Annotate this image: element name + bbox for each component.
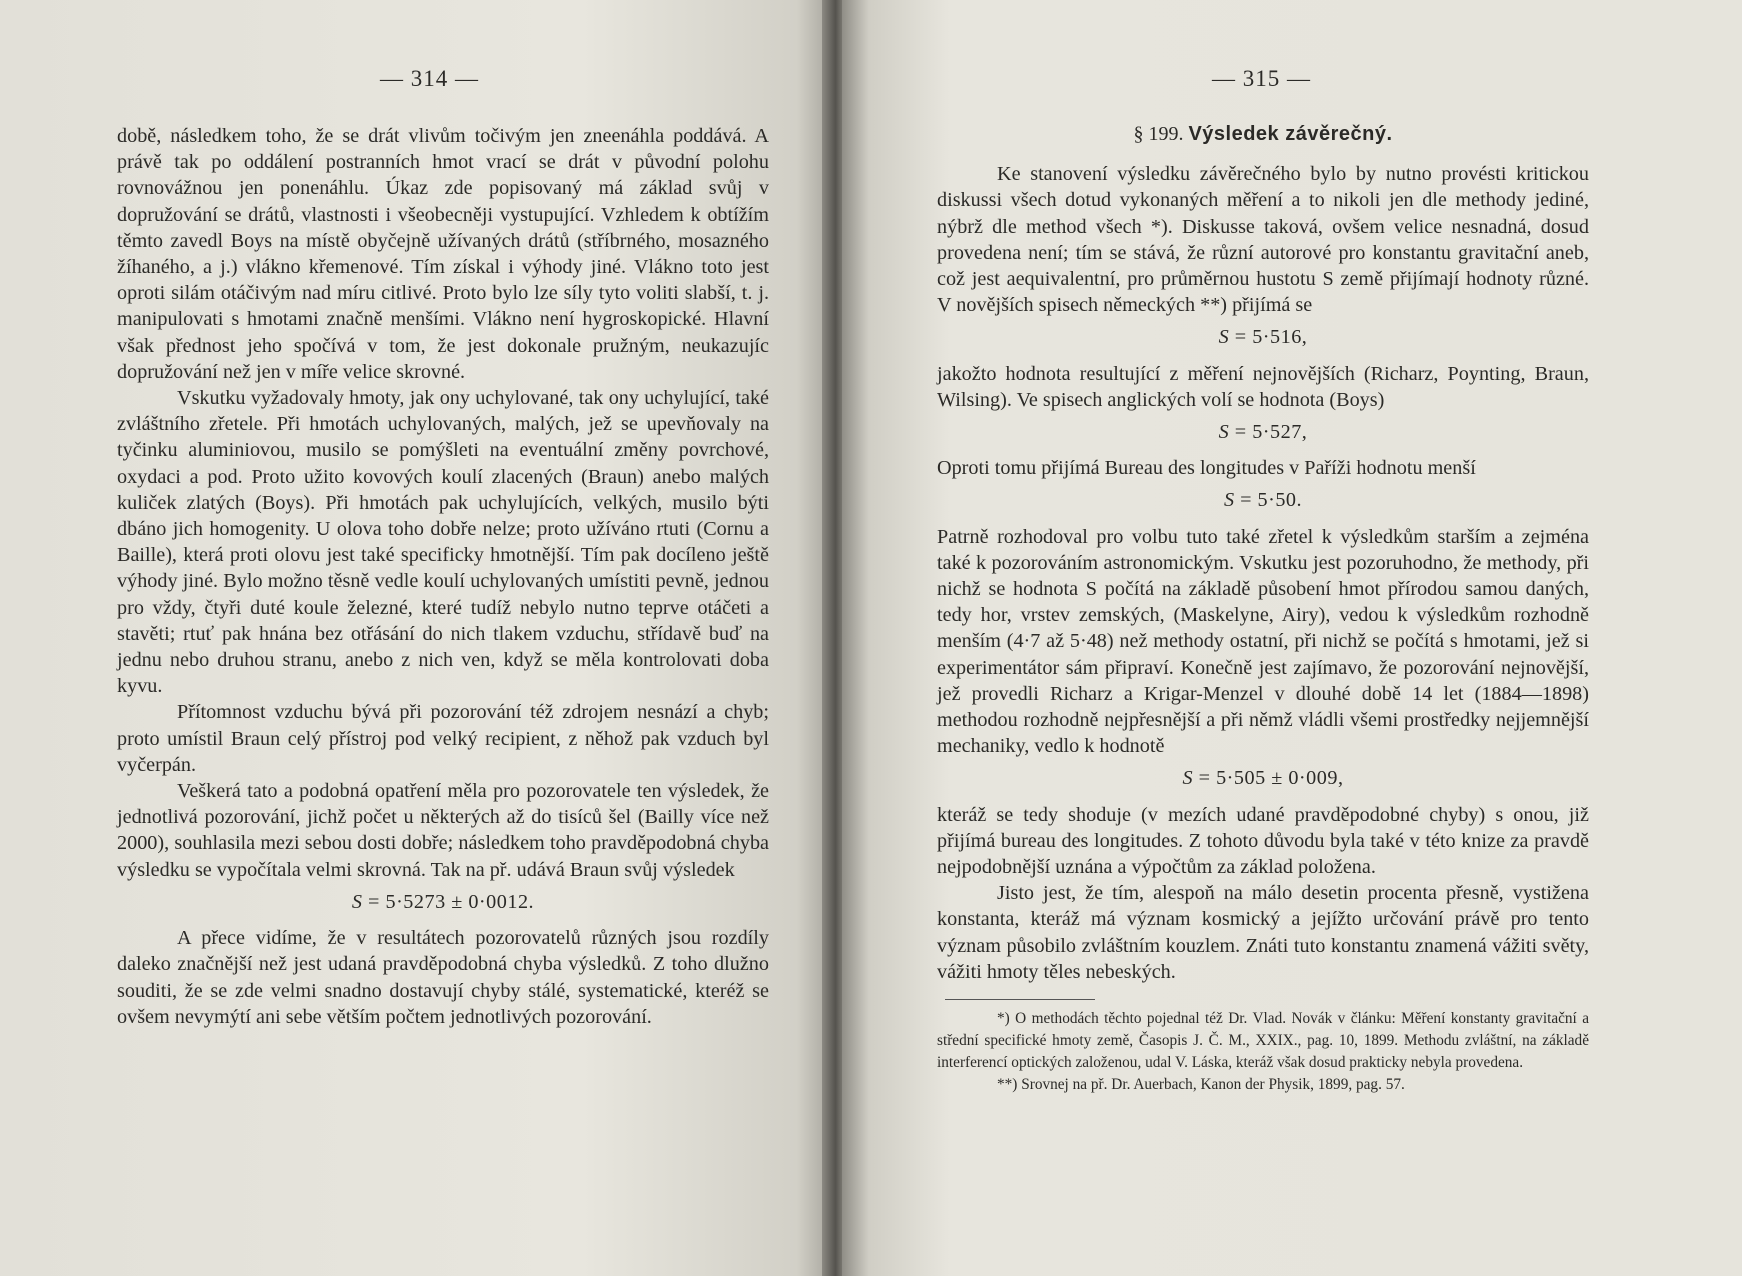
section-heading [937, 121, 1589, 147]
paragraph: kteráž se tedy shoduje (v mezích udané pravděpodobné chyby) s onou, již přijímá bureau des longitudes. Z tohoto důvodu byla také v této knize za pravdě nejpodobnější uznána a výpočtům za základ položena. [937, 803, 1589, 879]
paragraph: době, následkem toho, že se drát vlivům točivým jen zneenáhla poddává. A právě tak po oddálení postranních hmot vrací se drát v původní polohu rovnovážnou jen ponenáhlu. Úkaz zde popisovaný má základ svůj v dopružování se drátů, vlastnosti i všeobecněji vystupující. Vzhledem k obtížím těmto zavedl Boys na místě obyčejně užívaných drátů (stříbrného, mosazného žíhaného, a j.) vlákno křemenové. Tím získal i výhody jiné. Vlákno toto jest oproti silám otáčivým nad míru citlivé. Proto bylo lze síly tyto voliti slabší, t. j. manipulovati s hmotami značně menšími. Vlákno není hygroskopické. Hlavní však přednost jeho spočívá v tom, že jest dokonale pružným, neukazujíc dopružování než jen v míře velice skrovné. [117, 125, 769, 383]
footnote: **) Srovnej na př. Dr. Auerbach, Kanon der Physik, 1899, pag. 57. [997, 1076, 1405, 1094]
paragraph: Oproti tomu přijímá Bureau des longitudes v Paříži hodnotu menší [937, 457, 1476, 480]
section-number: § 199. [1133, 123, 1184, 145]
right-page [842, 0, 1742, 1276]
equation-boys: S = 5·527, [1218, 421, 1308, 444]
section-title: Výsledek závěrečný. [1188, 123, 1393, 145]
right-page-body [937, 121, 1589, 1096]
footnote: *) O methodách těchto pojednal též Dr. Vlad. Novák v článku: Měření konstanty gravitační a střední specifické hmoty země, Časopis J. Č. M., XXIX., pag. 10, 1899. Methodu zvláštní, na základě interferencí optických založenou, udal V. Láska, kteráž však dosud prakticky nebyla provedena. [937, 1010, 1589, 1072]
paragraph: Veškerá tato a podobná opatření měla pro pozorovatele ten výsledek, že jednotlivá pozorování, jichž počet u některých až do tisíců šel (Bailly více než 2000), souhlasila mezi sebou dosti dobře; následkem toho pravděpodobná chyba výsledku se vypočítala velmi skrovná. Tak na př. udává Braun svůj výsledek [117, 780, 769, 881]
paragraph: Vskutku vyžadovaly hmoty, jak ony uchylované, tak ony uchylující, také zvláštního zřetele. Při hmotách uchylovaných, malých, jež se upevňovaly na tyčinku aluminiovou, musilo se pomýšleti na eventuální změny povrchové, oxydaci a pod. Proto užito kovových koulí zlacených (Braun) anebo malých kuliček zlatých (Boys). Při hmotách pak uchylujících, velkých, musilo býti dbáno jich homogenity. U olova toho dobře nelze; proto užíváno rtuti (Cornu a Baille), která proti olovu jest také specificky hmotnější. Tím pak docíleno ještě výhody jiné. Bylo možno těsně vedle koulí uchylovaných umístiti pevně, jednou pro vždy, čtyři duté koule železné, které tudíž nebylo nutno teprve otáčeti a stavěti; rtuť pak hnána bez otřásání do nich tlakem vzduchu, střídavě buď na jednu nebo druhou stranu, anebo z nich ven, když se měla kontrolovati doba kyvu. [117, 387, 769, 698]
paragraph: jakožto hodnota resultující z měření nejnovějších (Richarz, Poynting, Braun, Wilsing). Ve spisech anglických volí se hodnota (Boys) [937, 362, 1589, 411]
equation-german: S = 5·516, [1218, 326, 1308, 349]
left-page-body [117, 123, 769, 1030]
page-number-314: — 314 — [380, 66, 479, 91]
paragraph: Přítomnost vzduchu bývá při pozorování též zdrojem nesnází a chyb; proto umístil Braun celý přístroj pod velký recipient, z něhož pak vzduch byl vyčerpán. [117, 701, 769, 776]
equation-braun: S = 5·5273 ± 0·0012. [351, 890, 535, 913]
left-page [0, 0, 830, 1276]
footnotes [937, 1008, 1589, 1096]
paragraph: Jisto jest, že tím, alespoň na málo desetin procenta přesně, vystižena konstanta, kteráž má význam kosmický a jejížto určování právě pro tento význam působilo zvláštním kouzlem. Znáti tuto konstantu znamená vážiti světy, vážiti hmoty těles nebeských. [937, 882, 1589, 983]
paragraph: Patrně rozhodoval pro volbu tuto také zřetel k výsledkům starším a zejména také k pozorováním astronomickým. Vskutku jest pozoruhodno, že methody, při nichž se hodnota S počítá na základě působení hmot přírodou samou daných, tedy hor, vrstev zemských, (Maskelyne, Airy), vedou k výsledkům rozhodně menším (4·7 až 5·48) než methody ostatní, při nichž se počítá s hmotami, jež si experimentátor sám připraví. Konečně jest zajímavo, že pozorování nejnovější, jež provedli Richarz a Krigar-Menzel v dlouhé době 14 let (1884—1898) methodou rozhodně nejpřesnější a při němž vládli všemi prostředky nejjemnější mechaniky, vedlo k hodnotě [937, 525, 1589, 758]
paragraph: Ke stanovení výsledku závěrečného bylo by nutno provésti kritickou diskussi všech dotud vykonaných měření a to nikoli jen dle methody jediné, nýbrž dle method všech *). Diskusse taková, ovšem velice nesnadná, dosud provedena není; tím se stává, že různí autorové pro konstantu gravitační aneb, což jest aequivalentní, pro průměrnou hustotu S země přijímají hodnoty různé. V novějších spisech německých **) přijímá se [937, 163, 1589, 317]
equation-bureau: S = 5·50. [1223, 489, 1303, 512]
equation-richarz: S = 5·505 ± 0·009, [1182, 767, 1344, 790]
page-number-315: — 315 — [1212, 66, 1311, 91]
footnote-divider [945, 999, 1095, 1000]
paragraph: A přece vidíme, že v resultátech pozorovatelů různých jsou rozdíly daleko značnější než jest udaná pravděpodobná chyba výsledků. Z toho dlužno souditi, že se zde velmi snadno dostavují chyby stálé, systematické, kteréž se ovšem nevymýtí ani sebe větším počtem jednotlivých pozorování. [117, 927, 769, 1028]
